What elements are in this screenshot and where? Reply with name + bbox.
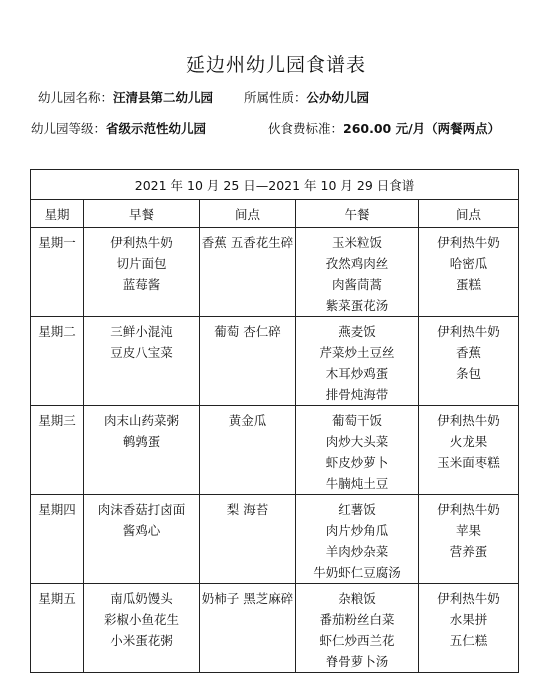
menu-item: 火龙果 — [449, 434, 488, 449]
morning-snack-cell — [200, 228, 296, 317]
kindergarten-name-value: 汪清县第二幼儿园 — [113, 90, 214, 105]
menu-item: 伊利热牛奶 — [437, 324, 500, 339]
menu-item: 伊利热牛奶 — [437, 591, 500, 606]
weekday-label: 星期二 — [38, 324, 76, 339]
menu-item: 五仁糕 — [449, 633, 488, 648]
menu-table — [30, 169, 519, 673]
morning-snack-cell — [200, 317, 296, 406]
menu-item: 奶柿子 黑芝麻碎 — [201, 591, 294, 606]
weekday-cell — [31, 406, 84, 495]
menu-item: 脊骨萝卜汤 — [325, 654, 389, 669]
lunch-cell — [296, 495, 419, 584]
weekday-cell — [31, 495, 84, 584]
afternoon-snack-cell — [419, 495, 519, 584]
menu-item: 番茄粉丝白菜 — [319, 612, 395, 627]
kindergarten-type — [244, 88, 369, 106]
weekday-cell — [31, 317, 84, 406]
page-title: 延边州幼儿园食谱表 — [185, 54, 366, 76]
breakfast-cell — [84, 228, 200, 317]
breakfast-cell — [84, 406, 200, 495]
morning-snack-cell — [200, 495, 296, 584]
header-breakfast: 早餐 — [84, 200, 200, 228]
menu-item: 肉酱茼蒿 — [331, 277, 382, 292]
menu-item: 玉米面枣糕 — [437, 455, 500, 470]
menu-item: 水果拼 — [449, 612, 488, 627]
menu-date-range: 2021 年 10 月 25 日—2021 年 10 月 29 日食谱 — [31, 170, 519, 200]
meal-fee — [268, 119, 500, 137]
menu-item: 豆皮八宝菜 — [110, 345, 173, 360]
menu-item: 排骨炖海带 — [325, 387, 389, 402]
kindergarten-level-value: 省级示范性幼儿园 — [106, 121, 207, 136]
menu-item: 三鲜小混沌 — [110, 324, 173, 339]
menu-item: 条包 — [456, 366, 482, 381]
menu-item: 肉炒大头菜 — [325, 434, 389, 449]
morning-snack-cell — [200, 406, 296, 495]
kindergarten-level-label: 幼儿园等级： — [31, 121, 107, 136]
menu-item: 虾仁炒西兰花 — [319, 633, 395, 648]
menu-item: 香蕉 — [456, 345, 482, 360]
menu-item: 羊肉炒杂菜 — [325, 544, 389, 559]
menu-item: 香蕉 五香花生碎 — [201, 235, 294, 250]
menu-item: 葡萄 杏仁碎 — [214, 324, 281, 339]
menu-item: 蓝莓酱 — [122, 277, 161, 292]
morning-snack-cell — [200, 584, 296, 673]
menu-item: 孜然鸡肉丝 — [325, 256, 389, 271]
menu-item: 鹌鹑蛋 — [122, 434, 161, 449]
menu-item: 营养蛋 — [449, 544, 488, 559]
kindergarten-level — [31, 119, 206, 137]
menu-row — [31, 317, 519, 406]
header-row — [31, 200, 519, 228]
header-weekday: 星期 — [31, 200, 84, 228]
weekday-label: 星期一 — [38, 235, 76, 250]
lunch-cell — [296, 317, 419, 406]
menu-item: 酱鸡心 — [122, 523, 161, 538]
menu-item: 肉沫香菇打卤面 — [97, 502, 186, 517]
menu-item: 切片面包 — [116, 256, 167, 271]
menu-item: 虾皮炒萝卜 — [325, 455, 389, 470]
menu-item: 伊利热牛奶 — [110, 235, 173, 250]
menu-item: 葡萄干饭 — [331, 413, 382, 428]
lunch-cell — [296, 584, 419, 673]
menu-item: 杂粮饭 — [338, 591, 376, 606]
afternoon-snack-cell — [419, 406, 519, 495]
lunch-cell — [296, 406, 419, 495]
afternoon-snack-cell — [419, 228, 519, 317]
header-snack-afternoon: 间点 — [419, 200, 519, 228]
menu-item: 小米蛋花粥 — [110, 633, 173, 648]
menu-row — [31, 228, 519, 317]
menu-item: 伊利热牛奶 — [437, 502, 500, 517]
menu-item: 彩椒小鱼花生 — [103, 612, 179, 627]
meal-fee-value: 260.00 元/月（两餐两点） — [343, 121, 501, 136]
weekday-label: 星期五 — [38, 591, 76, 606]
menu-item: 肉片炒角瓜 — [325, 523, 389, 538]
kindergarten-type-value: 公办幼儿园 — [306, 90, 370, 105]
menu-item: 蛋糕 — [456, 277, 482, 292]
menu-item: 苹果 — [456, 523, 482, 538]
menu-row — [31, 495, 519, 584]
afternoon-snack-cell — [419, 584, 519, 673]
kindergarten-name — [38, 88, 213, 106]
menu-row — [31, 406, 519, 495]
header-snack-morning: 间点 — [200, 200, 296, 228]
lunch-cell — [296, 228, 419, 317]
menu-row — [31, 584, 519, 673]
kindergarten-name-label: 幼儿园名称： — [38, 90, 114, 105]
weekday-cell — [31, 584, 84, 673]
menu-item: 哈密瓜 — [449, 256, 488, 271]
menu-item: 伊利热牛奶 — [437, 235, 500, 250]
menu-item: 芹菜炒土豆丝 — [319, 345, 395, 360]
menu-item: 木耳炒鸡蛋 — [325, 366, 389, 381]
menu-item: 梨 海苔 — [226, 502, 269, 517]
afternoon-snack-cell — [419, 317, 519, 406]
meal-fee-label: 伙食费标准： — [268, 121, 344, 136]
header-lunch: 午餐 — [296, 200, 419, 228]
kindergarten-type-label: 所属性质： — [244, 90, 307, 105]
breakfast-cell — [84, 495, 200, 584]
menu-item: 牛奶虾仁豆腐汤 — [313, 565, 401, 580]
menu-item: 南瓜奶馒头 — [110, 591, 173, 606]
menu-item: 红薯饭 — [338, 502, 376, 517]
menu-item: 燕麦饭 — [338, 324, 376, 339]
weekday-label: 星期三 — [38, 413, 76, 428]
breakfast-cell — [84, 584, 200, 673]
menu-item: 黄金瓜 — [228, 413, 267, 428]
menu-date-range-row — [31, 170, 519, 200]
menu-item: 紫菜蛋花汤 — [325, 298, 389, 313]
menu-item: 肉末山药菜粥 — [103, 413, 179, 428]
breakfast-cell — [84, 317, 200, 406]
menu-item: 牛腩炖土豆 — [325, 476, 389, 491]
menu-item: 玉米粒饭 — [331, 235, 382, 250]
weekday-label: 星期四 — [38, 502, 76, 517]
weekday-cell — [31, 228, 84, 317]
menu-item: 伊利热牛奶 — [437, 413, 500, 428]
